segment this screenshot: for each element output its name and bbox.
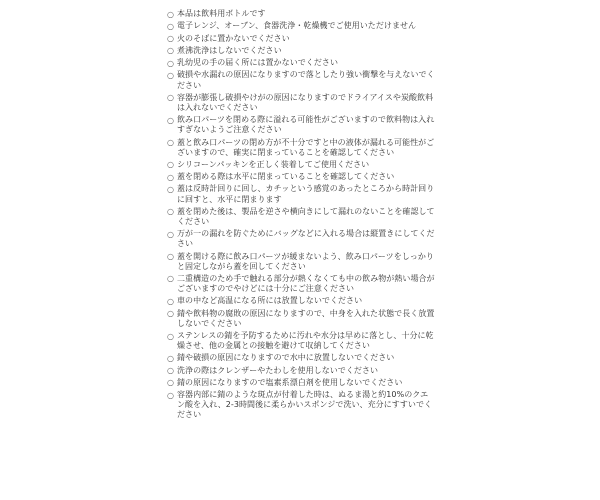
circle-bullet-icon: ○ [166, 331, 175, 341]
circle-bullet-icon: ○ [166, 93, 175, 103]
caution-text: 蓋と飲み口パーツの閉め方が不十分ですと中の液体が漏れる可能性がございますので、確実に閉まっていることを確認してください [177, 137, 435, 157]
caution-item [166, 21, 436, 31]
caution-text: 煮沸洗浄はしないでください [177, 45, 282, 55]
caution-text: 蓋を閉める際は水平に閉まっていることを確認してください [177, 172, 395, 182]
caution-item [166, 252, 436, 272]
caution-item [166, 353, 436, 363]
caution-item [166, 34, 436, 44]
caution-item [166, 70, 436, 90]
caution-item [166, 138, 436, 158]
caution-item [166, 115, 436, 135]
caution-text: 破損や水漏れの原因になりますので落としたり強い衝撃を与えないでください [177, 70, 435, 90]
caution-text: シリコーンパッキンを正しく装着してご使用ください [177, 159, 370, 169]
caution-text: 二重構造のため手で触れる部分が熱くなくても中の飲み物が熱い場合がございますのでやけどには十分にご注意ください [177, 273, 435, 294]
circle-bullet-icon: ○ [166, 46, 175, 56]
circle-bullet-icon: ○ [166, 9, 175, 19]
caution-item [166, 274, 436, 294]
caution-item [166, 390, 436, 420]
caution-text: 本品は飲料用ボトルです [177, 9, 266, 18]
caution-text: ステンレスの錆を予防するために汚れや水分は早めに落とし、十分に乾燥させ、他の金属との接触を避けて収納してください [177, 331, 434, 351]
circle-bullet-icon: ○ [166, 207, 175, 217]
caution-text: 錆や飲料物の腐敗の原因になりますので、中身を入れた状態で長く放置しないでください [177, 308, 435, 328]
caution-text: 蓋を開ける際に飲み口パーツが緩まないよう、飲み口パーツをしっかりと固定しながら蓋を回してください [177, 251, 434, 271]
circle-bullet-icon: ○ [166, 172, 175, 182]
caution-text: 錆の原因になりますので塩素系漂白剤を使用しないでください [177, 377, 403, 387]
caution-text: 万が一の漏れを防ぐためにバッグなどに入れる場合は縦置きにしてください [177, 229, 435, 249]
caution-item [166, 46, 436, 56]
caution-text: 電子レンジ、オーブン、食器洗浄・乾燥機でご使用いただけません [177, 21, 417, 31]
caution-item [166, 331, 436, 351]
caution-text: 飲み口パーツを閉める際に溢れる可能性がございますので飲料物は入れすぎないようご注意ください [177, 115, 435, 135]
caution-item [166, 366, 436, 376]
caution-list [166, 9, 436, 423]
caution-text: 蓋は反時計回りに回し、カチッという感覚のあったところから時計回りに回すと、水平に閉まります [177, 184, 435, 204]
caution-item [166, 58, 436, 68]
caution-text: 洗浄の際はクレンザーやたわしを使用しないでください [177, 365, 379, 375]
caution-item [166, 309, 436, 329]
caution-text: 容器が膨張し破損やけがの原因になりますのでドライアイスや炭酸飲料は入れないでください [177, 92, 434, 112]
caution-item [166, 172, 436, 182]
circle-bullet-icon: ○ [166, 70, 175, 80]
caution-item [166, 184, 436, 204]
circle-bullet-icon: ○ [166, 296, 175, 306]
circle-bullet-icon: ○ [166, 184, 175, 194]
circle-bullet-icon: ○ [166, 353, 175, 363]
circle-bullet-icon: ○ [166, 378, 175, 388]
caution-item [166, 296, 436, 306]
circle-bullet-icon: ○ [166, 115, 175, 125]
caution-item [166, 93, 436, 113]
caution-item [166, 9, 436, 19]
circle-bullet-icon: ○ [166, 274, 175, 284]
circle-bullet-icon: ○ [166, 21, 175, 31]
circle-bullet-icon: ○ [166, 309, 175, 319]
caution-text: 容器内部に錆のような斑点が付着した時は、ぬるま湯と約10%のクエン酸を入れ、2-3時間後に柔らかいスポンジで洗い、充分にすすいでください [177, 390, 433, 420]
caution-text: 蓋を閉めた後は、製品を逆さや横向きにして漏れのないことを確認してください [177, 206, 435, 226]
circle-bullet-icon: ○ [166, 160, 175, 170]
caution-item [166, 160, 436, 170]
circle-bullet-icon: ○ [166, 390, 175, 400]
caution-text: 車の中など高温になる所には放置しないでください [177, 296, 363, 306]
caution-text: 乳幼児の手の届く所には置かないでください [177, 58, 338, 68]
caution-text: 火のそばに置かないでください [177, 33, 290, 43]
circle-bullet-icon: ○ [166, 229, 175, 239]
caution-item [166, 207, 436, 227]
caution-text: 錆や破損の原因になりますので水中に放置しないでください [177, 353, 395, 363]
caution-item [166, 378, 436, 388]
caution-item [166, 229, 436, 249]
circle-bullet-icon: ○ [166, 58, 175, 68]
circle-bullet-icon: ○ [166, 252, 175, 262]
circle-bullet-icon: ○ [166, 34, 175, 44]
circle-bullet-icon: ○ [166, 138, 175, 148]
circle-bullet-icon: ○ [166, 366, 175, 376]
